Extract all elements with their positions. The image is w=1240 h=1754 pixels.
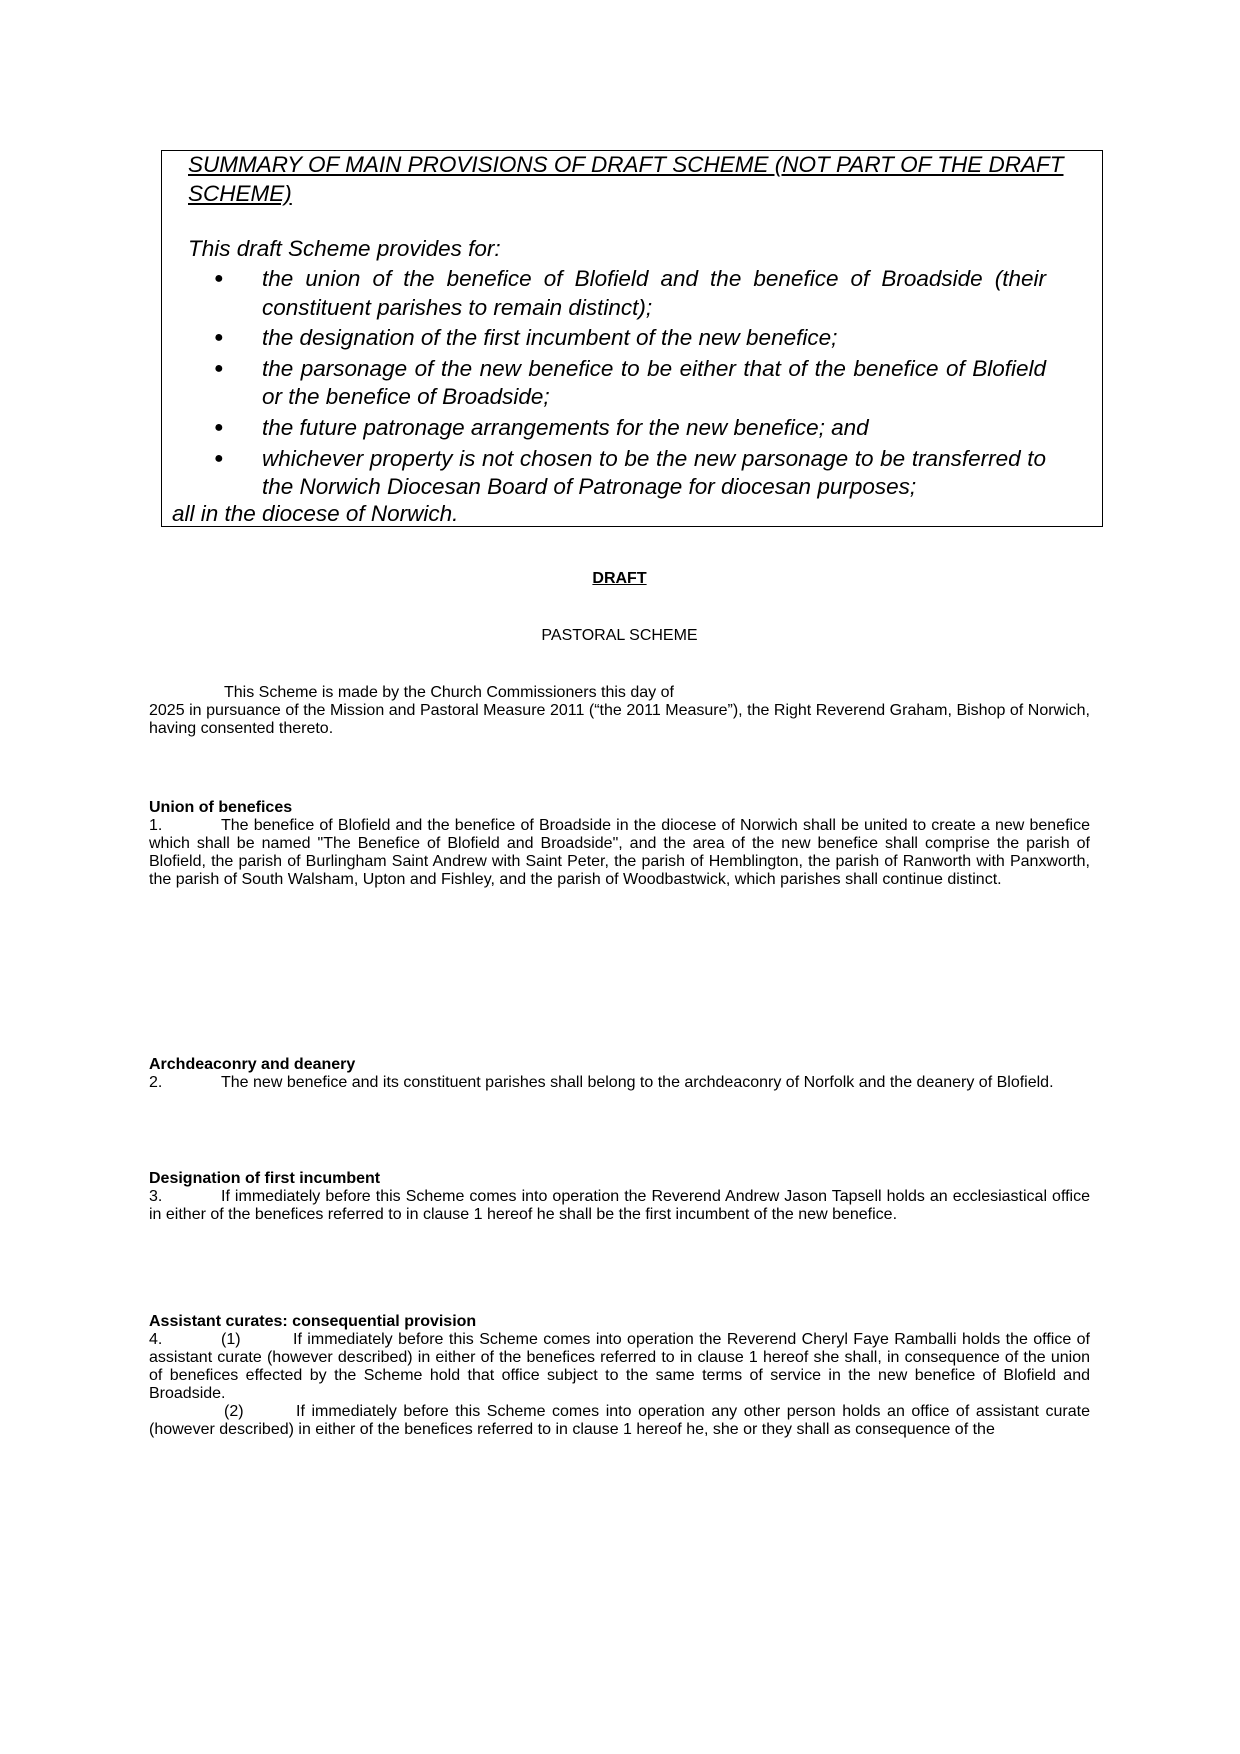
summary-heading: SUMMARY OF MAIN PROVISIONS OF DRAFT SCHEME (NOT PART OF THE DRAFT SCHEME) [188, 152, 1064, 206]
summary-item-text: the designation of the first incumbent of the new benefice; [262, 325, 838, 351]
list-item [214, 324, 1046, 353]
clause-number: 4. [149, 1331, 163, 1348]
section-union [149, 799, 1090, 889]
clause-text: The new benefice and its constituent parishes shall belong to the archdeaconry of Norfolk and the deanery of Blofield. [221, 1074, 1054, 1091]
section-heading: Archdeaconry and deanery [149, 1056, 356, 1073]
bullet-icon: ● [214, 449, 224, 467]
summary-item-text: whichever property is not chosen to be the new parsonage to be transferred to the Norwich Diocesan Board of Patronage for diocesan purposes; [262, 445, 1046, 500]
summary-item-text: the union of the benefice of Blofield and the benefice of Broadside (their constituent parishes to remain distinct); [262, 266, 1046, 320]
clause-number: 2. [149, 1074, 163, 1091]
bullet-icon: ● [214, 270, 224, 287]
section-curates [149, 1313, 1090, 1439]
section-heading: Assistant curates: consequential provision [149, 1313, 477, 1330]
preamble [149, 684, 1090, 738]
subclause-text: If immediately before this Scheme comes into operation the Reverend Cheryl Faye Ramballi holds the office of assistant curate (however described) in either of the benefices referred to in clause 1 hereof she shall, in consequence of the union of benefices effected by the Scheme hold that office subject to the same terms of service in the new benefice of Blofield and Broadside. [149, 1331, 1090, 1402]
section-body [149, 817, 1090, 889]
list-item [214, 355, 1046, 412]
list-item [214, 445, 1046, 502]
list-item [214, 414, 1046, 443]
section-designation [149, 1170, 1090, 1224]
summary-closing: all in the diocese of Norwich. [172, 501, 459, 526]
bullet-icon: ● [214, 359, 224, 377]
summary-item-text: the parsonage of the new benefice to be either that of the benefice of Blofield or the benefice of Broadside; [262, 355, 1046, 410]
section-body [149, 1074, 1090, 1092]
bullet-icon: ● [214, 329, 224, 347]
summary-intro: This draft Scheme provides for: [188, 236, 501, 261]
clause-text: The benefice of Blofield and the benefice of Broadside in the diocese of Norwich shall be united to create a new benefice which shall be named "The Benefice of Blofield and Broadside", and the area of the new benefice shall comprise the parish of Blofield, the parish of Burlingham Saint Andrew with Saint Peter, the parish of Hemblington, the parish of Ranworth with Panxworth, the parish of South Walsham, Upton and Fishley, and the parish of Woodbastwick, which parishes shall continue distinct. [149, 817, 1090, 888]
clause-text: If immediately before this Scheme comes into operation the Reverend Andrew Jason Tapsell holds an ecclesiastical office in either of the benefices referred to in clause 1 hereof he shall be the first incumbent of the new benefice. [149, 1188, 1090, 1223]
section-body [149, 1331, 1090, 1403]
preamble-line1: This Scheme is made by the Church Commissioners this day of [224, 684, 674, 701]
summary-item-text: the future patronage arrangements for the new benefice; and [262, 414, 869, 440]
clause-number: 3. [149, 1188, 163, 1205]
section-archdeaconry [149, 1056, 1090, 1092]
section-body [149, 1188, 1090, 1224]
draft-title: DRAFT [592, 570, 647, 587]
section-heading: Union of benefices [149, 799, 293, 816]
section-body [149, 1403, 1090, 1439]
bullet-icon: ● [214, 418, 224, 436]
subclause-label: (2) [224, 1403, 244, 1420]
subclause-text: If immediately before this Scheme comes into operation any other person holds an office of assistant curate (however described) in either of the benefices referred to in clause 1 hereof he, she or they shall as consequence of the [149, 1403, 1090, 1438]
clause-number: 1. [149, 817, 163, 834]
preamble-rest: 2025 in pursuance of the Mission and Pastoral Measure 2011 (“the 2011 Measure”), the Right Reverend Graham, Bishop of Norwich, having consented thereto. [149, 702, 1090, 737]
section-heading: Designation of first incumbent [149, 1170, 381, 1187]
summary-box [161, 150, 1103, 527]
scheme-title: PASTORAL SCHEME [541, 627, 698, 644]
summary-list [214, 265, 1046, 504]
subclause-label: (1) [221, 1331, 241, 1348]
list-item [214, 265, 1046, 322]
